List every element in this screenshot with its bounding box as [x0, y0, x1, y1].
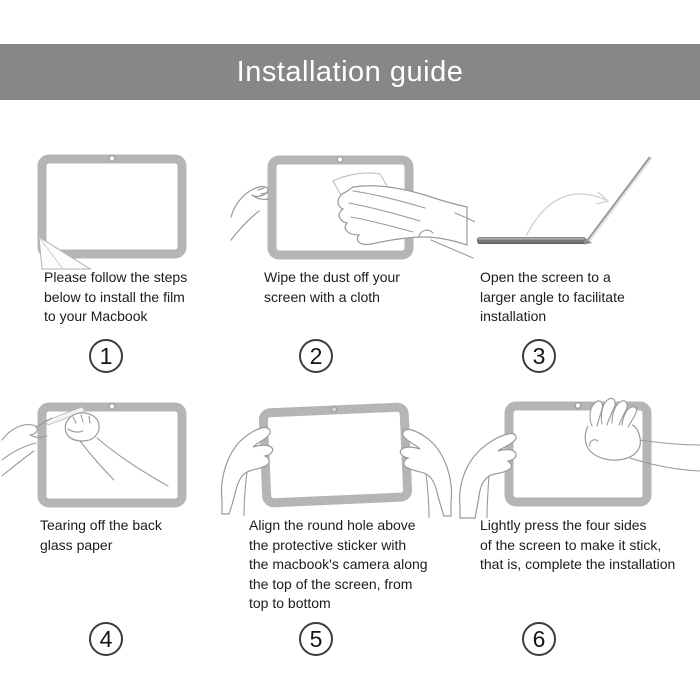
step-6-text: Lightly press the four sides of the screen to make it stick, that is, complete the installation: [480, 517, 676, 572]
step-5-text: Align the round hole above the protective sticker with the macbook's camera along the top of the screen, from top to bottom: [249, 517, 428, 611]
step-4-text: Tearing off the back glass paper: [40, 517, 162, 553]
step-3-text: Open the screen to a larger angle to facilitate installation: [480, 269, 625, 324]
step-4-number-badge: 4: [89, 622, 123, 656]
step-5-number-badge: 5: [299, 622, 333, 656]
step-2-number-badge: 2: [299, 339, 333, 373]
step-6-number-badge: 6: [522, 622, 556, 656]
align-film-illustration: [210, 396, 465, 518]
press-edges-illustration: [450, 394, 700, 520]
tear-back-paper-illustration: [0, 396, 230, 518]
page-title: Installation guide: [236, 55, 464, 88]
wipe-screen-illustration: [225, 145, 475, 275]
open-laptop-illustration: [460, 150, 690, 260]
step-1-number-badge: 1: [89, 339, 123, 373]
step-3-number-badge: 3: [522, 339, 556, 373]
step-2-text: Wipe the dust off your screen with a cloth: [264, 269, 400, 305]
step-1-text: Please follow the steps below to install the film to your Macbook: [44, 269, 188, 324]
peeled-film-illustration: [30, 145, 200, 270]
header-bar: [0, 44, 700, 100]
